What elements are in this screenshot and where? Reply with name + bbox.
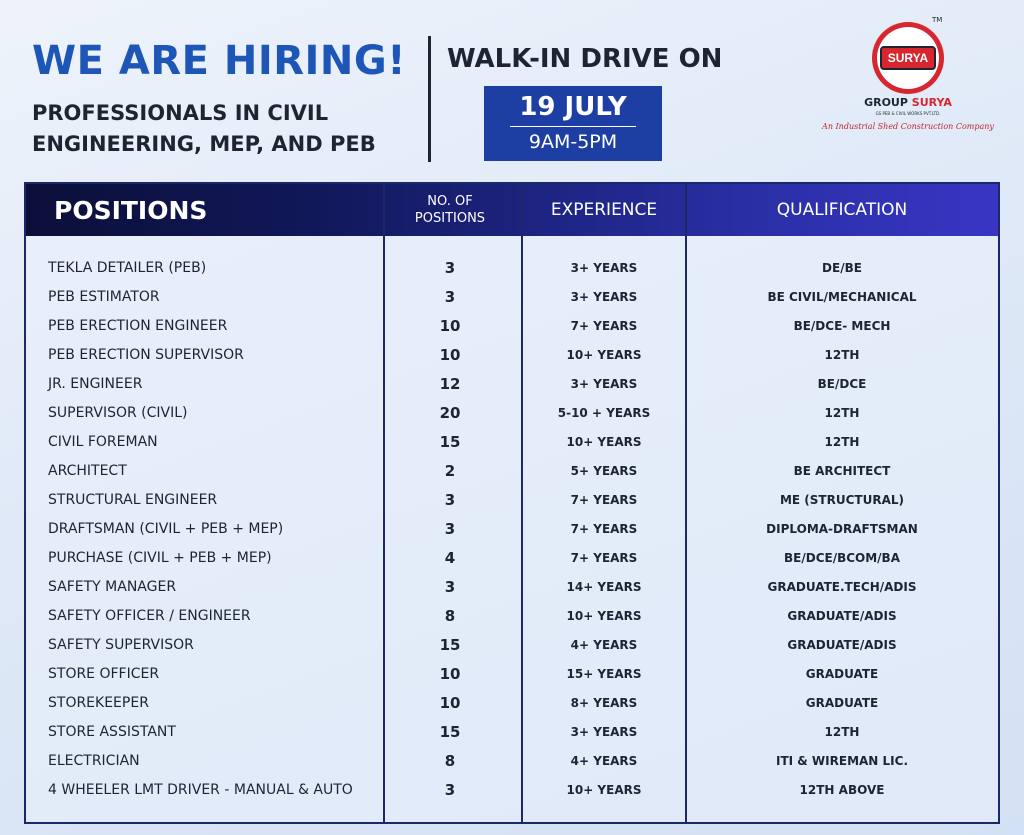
experience-cell: 7+ YEARS (570, 318, 638, 333)
qualification-cell: GRADUATE/ADIS (787, 637, 897, 652)
experience-cell: 4+ YEARS (570, 753, 638, 768)
experience-cell: 3+ YEARS (570, 260, 638, 275)
position-cell: PURCHASE (CIVIL + PEB + MEP) (48, 549, 272, 566)
experience-cell: 3+ YEARS (570, 724, 638, 739)
table-row (26, 282, 998, 311)
table-row (26, 543, 998, 572)
table-row (26, 717, 998, 746)
qualification-cell: DE/BE (822, 260, 862, 275)
count-cell: 3 (444, 258, 456, 277)
count-cell: 20 (439, 403, 461, 422)
position-cell: ARCHITECT (48, 462, 127, 479)
table-body (26, 253, 998, 804)
surya-logo (872, 22, 944, 94)
position-cell: ELECTRICIAN (48, 752, 140, 769)
trademark-mark: TM (932, 16, 943, 24)
table-row (26, 369, 998, 398)
position-cell: TEKLA DETAILER (PEB) (48, 259, 207, 276)
header-positions: POSITIONS (54, 195, 208, 225)
header-count-line2: POSITIONS (414, 211, 486, 226)
table-row (26, 601, 998, 630)
position-cell: STOREKEEPER (48, 694, 149, 711)
count-cell: 10 (439, 345, 461, 364)
experience-cell: 14+ YEARS (566, 579, 642, 594)
header-divider (428, 36, 431, 162)
count-cell: 12 (439, 374, 461, 393)
qualification-cell: ME (STRUCTURAL) (779, 492, 904, 507)
qualification-cell: BE/DCE (817, 376, 867, 391)
position-cell: PEB ESTIMATOR (48, 288, 160, 305)
count-cell: 3 (444, 519, 456, 538)
count-cell: 3 (444, 780, 456, 799)
experience-cell: 7+ YEARS (570, 550, 638, 565)
table-header (26, 184, 998, 236)
table-row (26, 775, 998, 804)
table-row (26, 746, 998, 775)
experience-cell: 5+ YEARS (570, 463, 638, 478)
experience-cell: 7+ YEARS (570, 521, 638, 536)
experience-cell: 10+ YEARS (566, 608, 642, 623)
experience-cell: 7+ YEARS (570, 492, 638, 507)
position-cell: 4 WHEELER LMT DRIVER - MANUAL & AUTO (48, 781, 353, 798)
count-cell: 10 (439, 316, 461, 335)
position-cell: PEB ERECTION SUPERVISOR (48, 346, 244, 363)
position-cell: SAFETY SUPERVISOR (48, 636, 194, 653)
company-name-prefix: GROUP (864, 96, 912, 109)
walkin-label: WALK-IN DRIVE ON (447, 44, 723, 74)
qualification-cell: GRADUATE (805, 666, 879, 681)
count-cell: 3 (444, 287, 456, 306)
drive-time: 9AM-5PM (528, 131, 618, 153)
experience-cell: 10+ YEARS (566, 434, 642, 449)
experience-cell: 10+ YEARS (566, 347, 642, 362)
qualification-cell: 12TH (824, 347, 860, 362)
header-count (386, 184, 514, 236)
experience-cell: 10+ YEARS (566, 782, 642, 797)
hiring-title: WE ARE HIRING! (32, 38, 406, 84)
hiring-subtitle: PROFESSIONALS IN CIVIL ENGINEERING, MEP, AND PEB (32, 101, 376, 156)
position-cell: DRAFTSMAN (CIVIL + PEB + MEP) (48, 520, 284, 537)
experience-cell: 3+ YEARS (570, 376, 638, 391)
count-cell: 3 (444, 577, 456, 596)
qualification-cell: BE ARCHITECT (793, 463, 891, 478)
experience-cell: 15+ YEARS (566, 666, 642, 681)
experience-cell: 3+ YEARS (570, 289, 638, 304)
qualification-cell: BE/DCE/BCOM/BA (784, 550, 900, 565)
qualification-cell: ITI & WIREMAN LIC. (776, 753, 908, 768)
position-cell: STRUCTURAL ENGINEER (48, 491, 218, 508)
qualification-cell: 12TH (824, 724, 860, 739)
count-cell: 8 (444, 606, 456, 625)
position-cell: SUPERVISOR (CIVIL) (48, 404, 188, 421)
count-cell: 15 (439, 635, 461, 654)
logo-text: SURYA (880, 46, 936, 70)
positions-table (24, 182, 1000, 824)
experience-cell: 8+ YEARS (570, 695, 638, 710)
table-row (26, 514, 998, 543)
table-row (26, 427, 998, 456)
position-cell: STORE ASSISTANT (48, 723, 176, 740)
qualification-cell: GRADUATE.TECH/ADIS (767, 579, 917, 594)
count-cell: 10 (439, 693, 461, 712)
position-cell: PEB ERECTION ENGINEER (48, 317, 228, 334)
logo-ring (877, 27, 939, 89)
table-row (26, 688, 998, 717)
position-cell: CIVIL FOREMAN (48, 433, 158, 450)
position-cell: JR. ENGINEER (48, 375, 143, 392)
count-cell: 15 (439, 722, 461, 741)
qualification-cell: 12TH (824, 405, 860, 420)
experience-cell: 5-10 + YEARS (557, 405, 651, 420)
company-tagline: An Industrial Shed Construction Company (822, 122, 994, 131)
position-cell: STORE OFFICER (48, 665, 160, 682)
qualification-cell: GRADUATE (805, 695, 879, 710)
qualification-cell: GRADUATE/ADIS (787, 608, 897, 623)
drive-date: 19 JULY (519, 92, 627, 122)
company-legal-name: GS PEB & CIVIL WORKS PVT.LTD. (875, 111, 941, 116)
table-row (26, 630, 998, 659)
count-cell: 2 (444, 461, 456, 480)
count-cell: 10 (439, 664, 461, 683)
count-cell: 15 (439, 432, 461, 451)
table-row (26, 485, 998, 514)
table-row (26, 659, 998, 688)
qualification-cell: BE CIVIL/MECHANICAL (767, 289, 917, 304)
header-count-line1: NO. OF (427, 194, 473, 209)
table-row (26, 398, 998, 427)
date-box (484, 86, 662, 161)
experience-cell: 4+ YEARS (570, 637, 638, 652)
count-cell: 4 (444, 548, 456, 567)
table-row (26, 253, 998, 282)
table-row (26, 340, 998, 369)
count-cell: 3 (444, 490, 456, 509)
header-qualification: QUALIFICATION (776, 200, 908, 220)
table-row (26, 456, 998, 485)
qualification-cell: 12TH (824, 434, 860, 449)
table-row (26, 572, 998, 601)
header-experience: EXPERIENCE (550, 200, 658, 220)
position-cell: SAFETY MANAGER (48, 578, 177, 595)
count-cell: 8 (444, 751, 456, 770)
position-cell: SAFETY OFFICER / ENGINEER (48, 607, 251, 624)
date-rule (510, 126, 636, 127)
table-row (26, 311, 998, 340)
company-name (850, 96, 966, 109)
company-name-accent: SURYA (911, 96, 952, 109)
qualification-cell: DIPLOMA-DRAFTSMAN (766, 521, 918, 536)
qualification-cell: 12TH ABOVE (799, 782, 885, 797)
qualification-cell: BE/DCE- MECH (793, 318, 891, 333)
